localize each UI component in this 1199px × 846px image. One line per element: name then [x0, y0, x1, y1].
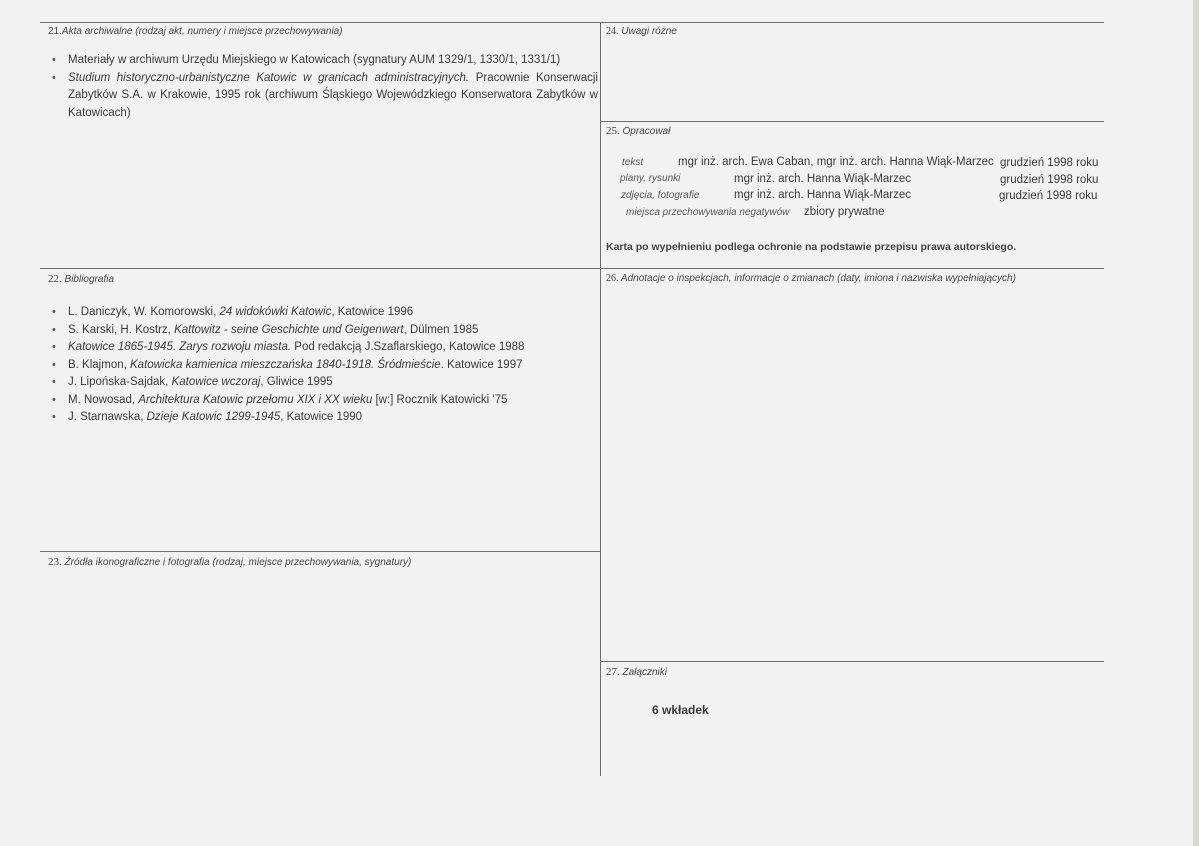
section-21-list — [48, 52, 598, 122]
section-25-number: 25. — [606, 125, 620, 137]
list-item: • L. Daniczyk, W. Komorowski, 24 widokówki Katowic, Katowice 1996 — [48, 304, 598, 322]
section-26-label: Adnotacje o inspekcjach, informacje o zmianach (daty, imiona i nazwiska wypełniających) — [620, 273, 1016, 284]
divider-26-27 — [600, 661, 1104, 662]
section-21-title — [48, 26, 343, 37]
section-23-label: Źródła ikonograficzne i fotografia (rodzaj, miejsce przechowywania, sygnatury) — [64, 557, 412, 568]
author-row-photos-name: mgr inż. arch. Hanna Wiąk-Marzec — [734, 189, 912, 201]
section-22-title — [48, 273, 114, 285]
section-21-label: Akta archiwalne (rodzaj akt, numery i miejsce przechowywania) — [61, 26, 343, 37]
copyright-note: Karta po wypełnieniu podlega ochronie na podstawie przepisu prawa autorskiego. — [606, 241, 1017, 253]
section-27-title — [606, 666, 667, 678]
section-26-number: 26. — [606, 273, 619, 284]
author-row-negatives-value: zbiory prywatne — [804, 206, 885, 218]
author-row-photos: zdjęcia, fotografie — [621, 190, 700, 201]
section-23-title — [48, 556, 411, 568]
paper-edge — [1193, 0, 1199, 846]
center-divider-line — [600, 22, 601, 776]
list-item: • M. Nowosad, Architektura Katowic przełomu XIX i XX wieku [w:] Rocznik Katowicki '75 — [48, 392, 598, 410]
section-25-label: Opracował — [622, 126, 671, 137]
author-row-negatives: miejsca przechowywania negatywów — [626, 207, 790, 218]
list-item: • Materiały w archiwum Urzędu Miejskiego w Katowicach (sygnatury AUM 1329/1, 1330/1, 1331/1) — [48, 52, 598, 70]
author-row-plans: plany, rysunki — [620, 173, 681, 184]
bibliography-list — [48, 304, 598, 427]
author-row-text-date: grudzień 1998 roku — [1000, 157, 1099, 169]
section-27-number: 27. — [606, 666, 620, 678]
list-item: • Katowice 1865-1945. Zarys rozwoju miasta. Pod redakcją J.Szaflarskiego, Katowice 1988 — [48, 339, 598, 357]
section-21-number: 21. — [48, 26, 62, 37]
divider-22-23 — [40, 551, 600, 552]
divider-24-25 — [600, 121, 1104, 122]
section-22-number: 22. — [48, 273, 62, 285]
section-26-title — [606, 273, 1016, 284]
author-row-photos-date: grudzień 1998 roku — [999, 190, 1098, 202]
author-row-text-name: mgr inż. arch. Ewa Caban, mgr inż. arch. Hanna Wiąk-Marzec — [678, 156, 994, 168]
section-22-label: Bibliografia — [64, 274, 115, 285]
section-24-title — [606, 26, 677, 37]
section-24-number: 24. — [606, 26, 619, 37]
list-item: • J. Lipońska-Sajdak, Katowice wczoraj, Gliwice 1995 — [48, 374, 598, 392]
author-row-text: tekst — [622, 157, 644, 168]
list-item: • B. Klajmon, Katowicka kamienica mieszczańska 1840-1918. Śródmieście. Katowice 1997 — [48, 357, 598, 375]
list-item: • Studium historyczno-urbanistyczne Katowic w granicach administracyjnych. Pracownie Konserwacji Zabytków S.A. w Krakowie, 1995 rok (archiwum Śląskiego Wojewódzkiego Konserwatora Zabytków w Katowicach) — [48, 70, 598, 123]
section-24-label: Uwagi różne — [621, 26, 677, 37]
attachments-count: 6 wkładek — [652, 703, 709, 717]
list-item: • J. Starnawska, Dzieje Katowic 1299-1945, Katowice 1990 — [48, 409, 598, 427]
top-border-line — [40, 22, 1104, 23]
author-row-plans-date: grudzień 1998 roku — [1000, 174, 1099, 186]
section-25-title — [606, 125, 670, 137]
section-23-number: 23. — [48, 556, 62, 568]
list-item: • S. Karski, H. Kostrz, Kattowitz - seine Geschichte und Geigenwart, Dülmen 1985 — [48, 322, 598, 340]
author-row-plans-name: mgr inż. arch. Hanna Wiąk-Marzec — [734, 173, 912, 185]
section-27-label: Załączniki — [622, 667, 667, 678]
divider-21-22 — [40, 268, 1104, 269]
